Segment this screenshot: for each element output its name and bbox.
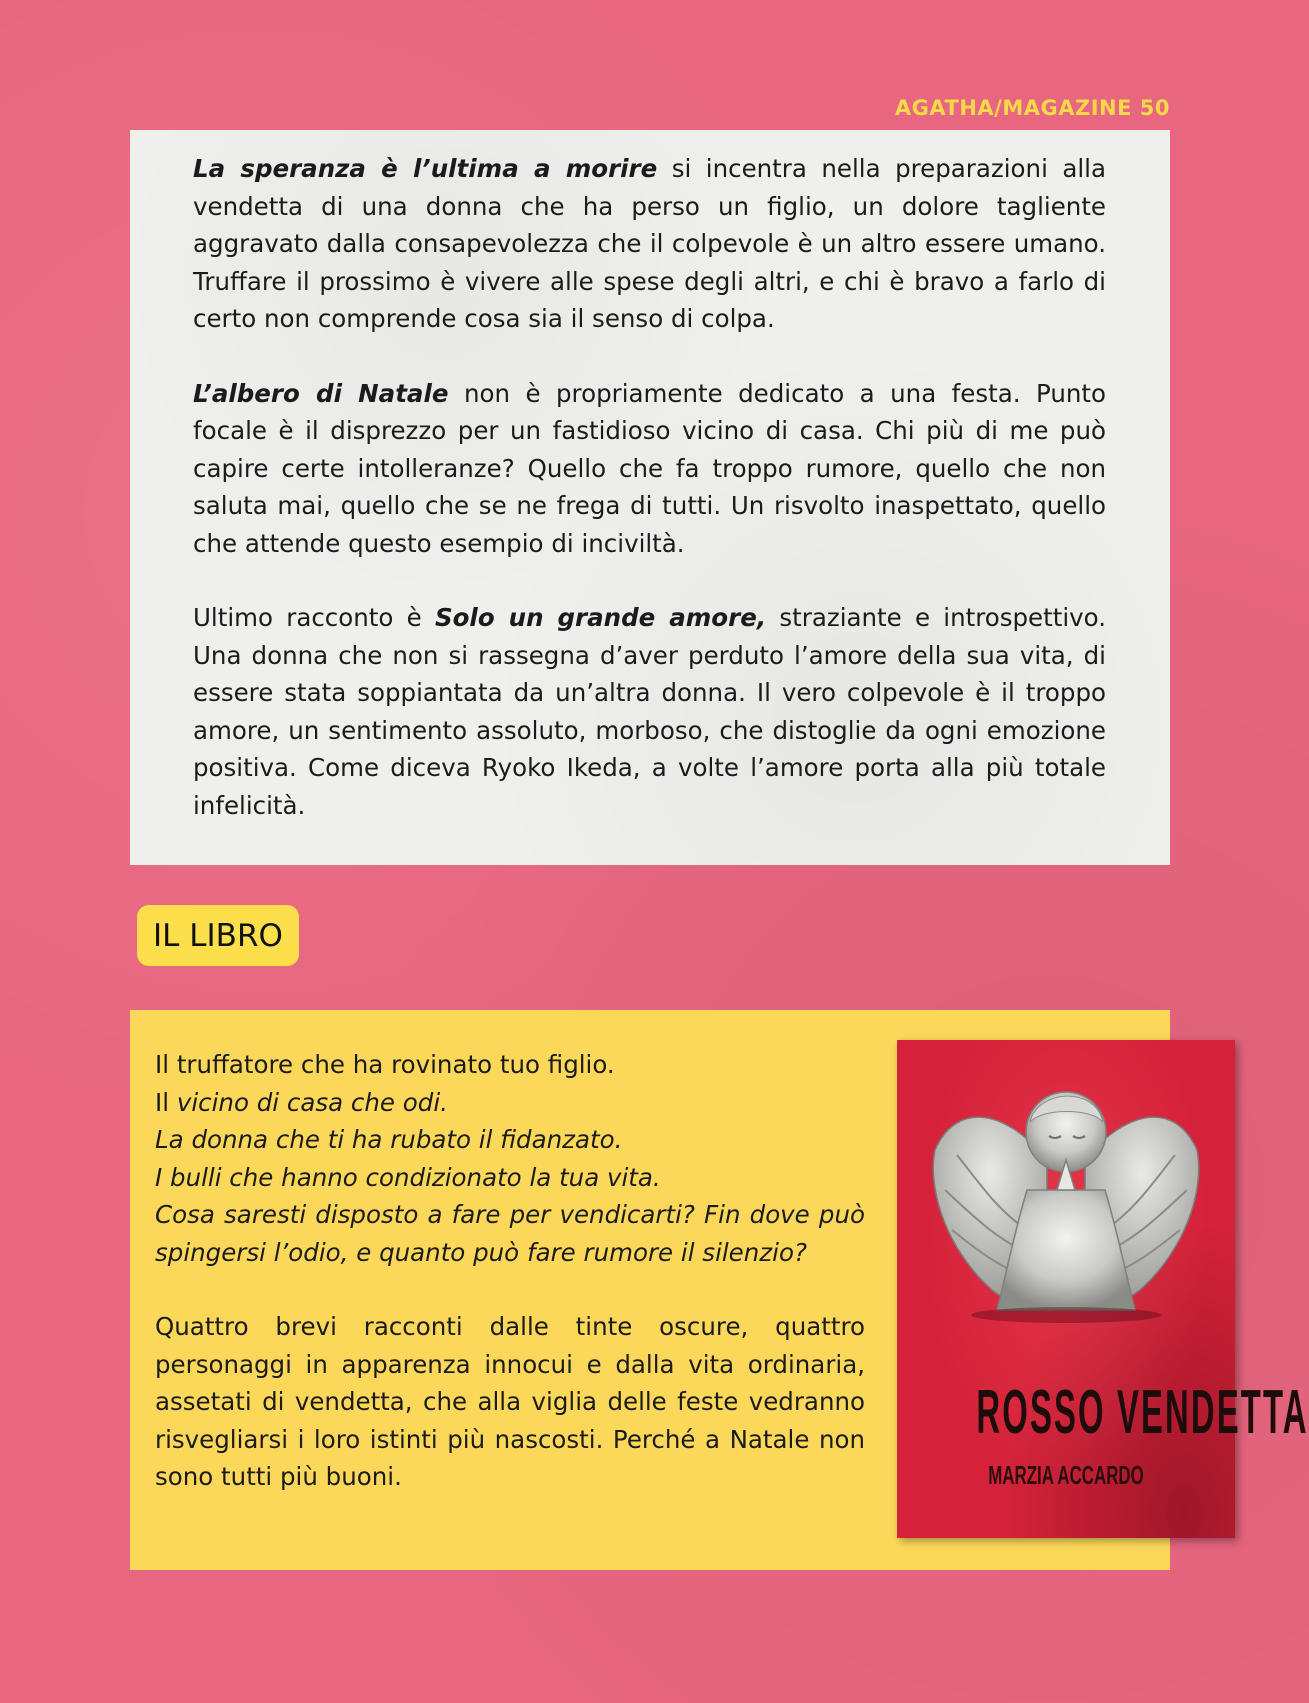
review-text-box xyxy=(130,130,1170,865)
blurb-line-3: La donna che ti ha rubato il fidanzato. xyxy=(155,1125,623,1154)
book-cover-title: ROSSO VENDETTA xyxy=(976,1378,1309,1447)
blurb-line-1: Il truffatore che ha rovinato tuo figlio. xyxy=(155,1050,615,1079)
blurb-line-2-rest: vicino di casa che odi. xyxy=(169,1087,448,1117)
magazine-page-tag: AGATHA/MAGAZINE 50 xyxy=(894,96,1170,120)
blurb-line-2-prefix: Il xyxy=(155,1087,170,1117)
review-paragraph-1 xyxy=(193,150,1106,338)
review-paragraph-3-intro: Ultimo racconto è xyxy=(193,603,435,632)
review-paragraph-3 xyxy=(193,599,1106,824)
review-paragraph-1-text: si incentra nella preparazioni alla vendetta di una donna che ha perso un figlio, un dolore tagliente aggravato dalla consapevolezza che il colpevole è un altro essere umano. Truffare il prossimo è vivere alle spese degli altri, e chi è bravo a farlo di certo non comprende cosa sia il senso di colpa. xyxy=(193,154,1106,333)
review-paragraph-3-text: straziante e introspettivo. Una donna che non si rassegna d’aver perduto l’amore della sua vita, di essere stata soppiantata da un’altra donna. Il vero colpevole è il troppo amore, un sentimento assoluto, morboso, che distoglie da ogni emozione positiva. Come diceva Ryoko Ikeda, a volte l’amore porta alla più totale infelicità. xyxy=(193,603,1106,820)
blurb-line-4: I bulli che hanno condizionato la tua vita. xyxy=(155,1162,661,1192)
blurb-line-5: Cosa saresti disposto a fare per vendicarti? Fin dove può spingersi l’odio, e quanto può fare rumore il silenzio? xyxy=(155,1200,865,1267)
blurb-hook xyxy=(155,1046,865,1271)
book-cover-author: MARZIA ACCARDO xyxy=(988,1460,1144,1490)
story-title-2: L’albero di Natale xyxy=(193,378,449,408)
book-info-box xyxy=(130,1010,1309,1570)
review-paragraph-2-text: non è propriamente dedicato a una festa. Punto focale è il disprezzo per un fastidioso vicino di casa. Chi più di me può capire certe intolleranze? Quello che fa troppo rumore, quello che non saluta mai, quello che se ne frega di tutti. Un risvolto inaspettato, quello che attende questo esempio di inciviltà. xyxy=(193,378,1106,558)
book-blurb xyxy=(155,1046,865,1533)
blurb-line-2 xyxy=(155,1084,865,1122)
book-cover xyxy=(897,1040,1309,1538)
review-paragraph-2 xyxy=(193,375,1106,563)
story-title-3: Solo un grande amore, xyxy=(434,603,767,632)
section-label-il-libro: IL LIBRO xyxy=(137,905,299,966)
story-title-1: La speranza è l’ultima a morire xyxy=(193,154,658,183)
blurb-summary: Quattro brevi racconti dalle tinte oscure, quattro personaggi in apparenza innocui e dalla vita ordinaria, assetati di vendetta, che alla viglia delle feste vedranno risvegliarsi i loro istinti più nascosti. Perché a Natale non sono tutti più buoni. xyxy=(155,1312,865,1491)
